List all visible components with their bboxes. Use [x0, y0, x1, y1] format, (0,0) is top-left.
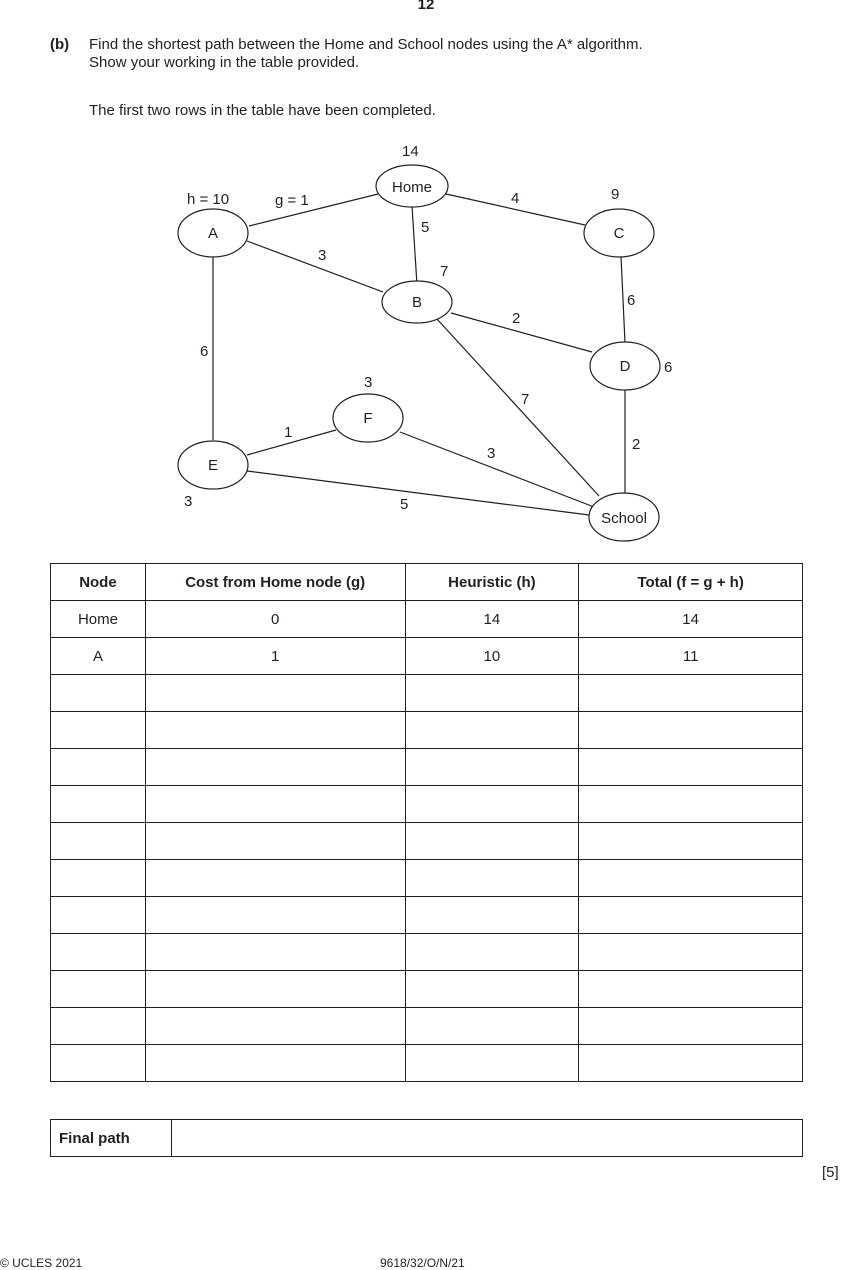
- cell-total[interactable]: [579, 786, 803, 823]
- cell-node[interactable]: [51, 749, 146, 786]
- table-row[interactable]: [51, 823, 803, 860]
- edge-c-d: [621, 256, 625, 343]
- page-number: 12: [417, 0, 435, 13]
- node-label-e: E: [207, 457, 219, 474]
- heuristic-c: 9: [611, 186, 620, 203]
- header-node: Node: [51, 564, 146, 601]
- cell-total[interactable]: [579, 860, 803, 897]
- cell-heuristic[interactable]: [405, 1008, 579, 1045]
- cell-cost[interactable]: [145, 749, 405, 786]
- edge-weight-c-d: 6: [627, 292, 636, 309]
- node-label-school: School: [601, 510, 647, 527]
- table-row[interactable]: [51, 897, 803, 934]
- cell-total[interactable]: [579, 1008, 803, 1045]
- edge-weight-a-e: 6: [200, 343, 209, 360]
- cell-cost[interactable]: [145, 712, 405, 749]
- cell-total[interactable]: [579, 1045, 803, 1082]
- edge-weight-d-school: 2: [632, 436, 641, 453]
- edge-home-b: [412, 206, 417, 285]
- final-path-row: [51, 1120, 803, 1157]
- table-header-row: [51, 564, 803, 601]
- final-path-label: Final path: [51, 1120, 172, 1157]
- node-label-f: F: [363, 410, 373, 427]
- node-label-home: Home: [391, 179, 433, 196]
- cell-cost[interactable]: [145, 786, 405, 823]
- cell-total[interactable]: [579, 675, 803, 712]
- cell-cost[interactable]: [145, 1008, 405, 1045]
- cell-heuristic[interactable]: [405, 712, 579, 749]
- cell-cost: 0: [145, 601, 405, 638]
- cell-heuristic[interactable]: [405, 860, 579, 897]
- edge-e-school: [247, 471, 589, 515]
- edge-weight-home-b: 5: [421, 219, 430, 236]
- cell-cost: 1: [145, 638, 405, 675]
- node-label-a: A: [207, 225, 219, 242]
- cell-heuristic[interactable]: [405, 897, 579, 934]
- table-row[interactable]: [51, 712, 803, 749]
- edge-b-d: [451, 313, 592, 352]
- header-total: Total (f = g + h): [579, 564, 803, 601]
- table-row[interactable]: [51, 1008, 803, 1045]
- node-label-d: D: [619, 358, 631, 375]
- edge-weight-a-b: 3: [318, 247, 327, 264]
- cell-heuristic[interactable]: [405, 1045, 579, 1082]
- cell-node: Home: [51, 601, 146, 638]
- edge-a-b: [247, 241, 383, 292]
- cell-node[interactable]: [51, 971, 146, 1008]
- a-star-graph-diagram: [0, 130, 852, 550]
- table-row[interactable]: [51, 860, 803, 897]
- heuristic-e: 3: [184, 493, 193, 510]
- edge-b-school: [437, 319, 599, 496]
- cell-node[interactable]: [51, 897, 146, 934]
- cell-total: 14: [579, 601, 803, 638]
- heuristic-home: 14: [402, 143, 419, 160]
- header-cost: Cost from Home node (g): [145, 564, 405, 601]
- cell-heuristic[interactable]: [405, 675, 579, 712]
- edge-weight-e-school: 5: [400, 496, 409, 513]
- cell-cost[interactable]: [145, 860, 405, 897]
- question-text-line1: Find the shortest path between the Home and School nodes using the A* algorithm.: [89, 36, 643, 53]
- cell-total[interactable]: [579, 897, 803, 934]
- cell-cost[interactable]: [145, 934, 405, 971]
- cell-total[interactable]: [579, 934, 803, 971]
- cell-total[interactable]: [579, 971, 803, 1008]
- edge-weight-f-school: 3: [487, 445, 496, 462]
- footer-copyright: © UCLES 2021: [0, 1256, 83, 1270]
- table-row[interactable]: [51, 675, 803, 712]
- cell-node[interactable]: [51, 1008, 146, 1045]
- heuristic-f: 3: [364, 374, 373, 391]
- footer-paper-code: 9618/32/O/N/21: [380, 1256, 465, 1270]
- question-text-line2: Show your working in the table provided.: [89, 54, 360, 71]
- table-row[interactable]: [51, 749, 803, 786]
- header-heuristic: Heuristic (h): [405, 564, 579, 601]
- cell-heuristic[interactable]: [405, 934, 579, 971]
- cell-cost[interactable]: [145, 823, 405, 860]
- node-label-c: C: [613, 225, 625, 242]
- edge-weight-home-c: 4: [511, 190, 520, 207]
- edge-f-school: [400, 432, 594, 507]
- heuristic-b: 7: [440, 263, 449, 280]
- cell-total[interactable]: [579, 749, 803, 786]
- cell-node[interactable]: [51, 934, 146, 971]
- cell-total[interactable]: [579, 712, 803, 749]
- cell-heuristic: 14: [405, 601, 579, 638]
- heuristic-a: h = 10: [187, 191, 230, 208]
- cell-cost[interactable]: [145, 1045, 405, 1082]
- cell-heuristic[interactable]: [405, 971, 579, 1008]
- question-note: The first two rows in the table have been completed.: [89, 102, 436, 119]
- cell-node[interactable]: [51, 712, 146, 749]
- table-row[interactable]: [51, 971, 803, 1008]
- edge-home-a: [249, 194, 378, 226]
- question-label: (b): [50, 36, 70, 53]
- cell-heuristic[interactable]: [405, 823, 579, 860]
- cell-cost[interactable]: [145, 897, 405, 934]
- marks-allocation: [5]: [822, 1164, 839, 1181]
- table-row[interactable]: [51, 1045, 803, 1082]
- table-row[interactable]: [51, 934, 803, 971]
- cell-total[interactable]: [579, 823, 803, 860]
- cell-node[interactable]: [51, 1045, 146, 1082]
- cell-node[interactable]: [51, 860, 146, 897]
- edge-weight-b-d: 2: [512, 310, 521, 327]
- cell-node[interactable]: [51, 786, 146, 823]
- cell-heuristic[interactable]: [405, 786, 579, 823]
- cell-cost[interactable]: [145, 971, 405, 1008]
- table-row[interactable]: [51, 786, 803, 823]
- edge-weight-b-school: 7: [521, 391, 530, 408]
- working-table: [50, 563, 803, 1082]
- final-path-answer-box[interactable]: [172, 1120, 803, 1157]
- cell-node: A: [51, 638, 146, 675]
- table-row: [51, 638, 803, 675]
- cell-cost[interactable]: [145, 675, 405, 712]
- table-row: [51, 601, 803, 638]
- cell-heuristic: 10: [405, 638, 579, 675]
- edge-weight-home-a: g = 1: [275, 192, 309, 209]
- cell-node[interactable]: [51, 823, 146, 860]
- node-label-b: B: [411, 294, 423, 311]
- final-path-table: [50, 1119, 803, 1157]
- heuristic-d: 6: [664, 359, 673, 376]
- cell-node[interactable]: [51, 675, 146, 712]
- edge-weight-e-f: 1: [284, 424, 293, 441]
- cell-heuristic[interactable]: [405, 749, 579, 786]
- cell-total: 11: [579, 638, 803, 675]
